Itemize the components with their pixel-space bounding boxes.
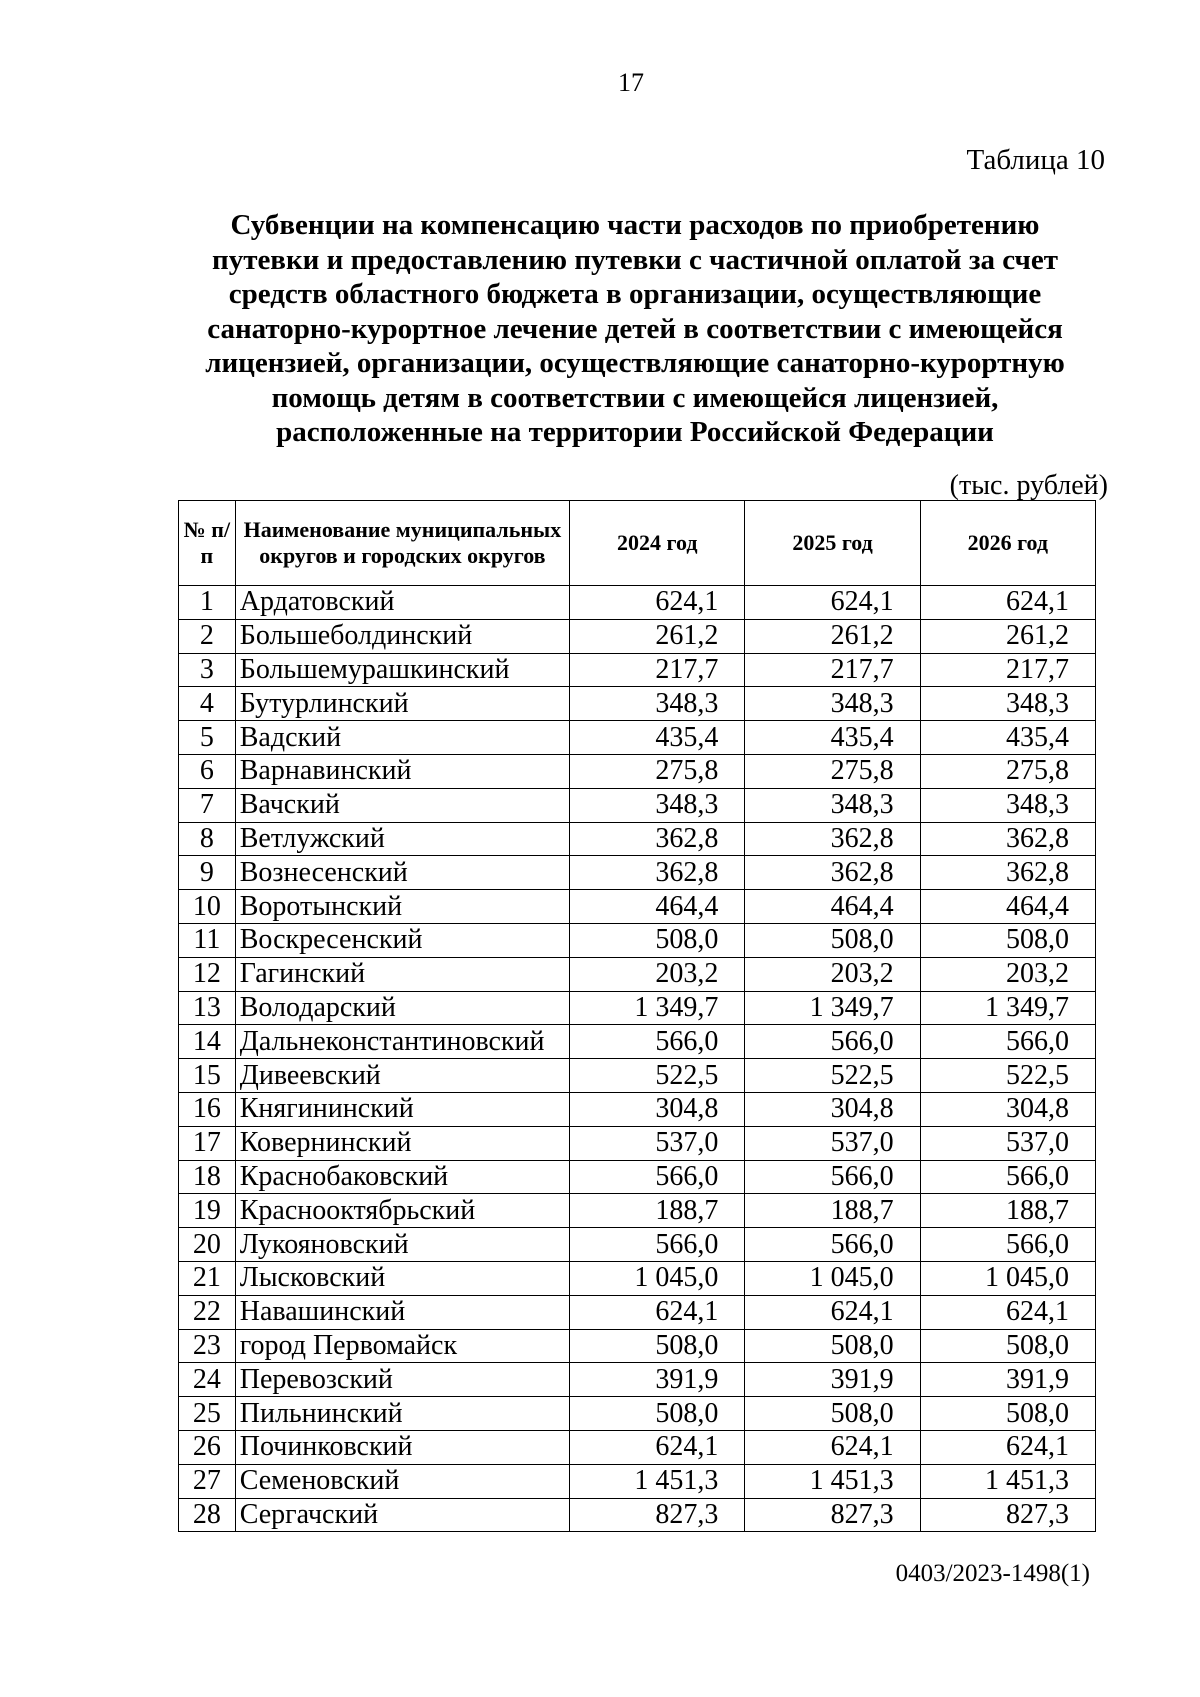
value-2025: 522,5 (745, 1059, 920, 1093)
value-2026: 1 349,7 (920, 991, 1095, 1025)
table-row (179, 653, 1096, 687)
header-name: Наименование муниципальных округов и городских округов (235, 501, 569, 586)
value-2024: 348,3 (570, 788, 745, 822)
value-2025: 217,7 (745, 653, 920, 687)
row-number: 21 (179, 1261, 236, 1295)
table-row (179, 1194, 1096, 1228)
row-number: 11 (179, 923, 236, 957)
row-number: 1 (179, 586, 236, 620)
value-2024: 188,7 (570, 1194, 745, 1228)
table-row (179, 957, 1096, 991)
table-row (179, 1059, 1096, 1093)
table-row (179, 1464, 1096, 1498)
value-2026: 203,2 (920, 957, 1095, 991)
row-number: 15 (179, 1059, 236, 1093)
district-name: Большеболдинский (235, 619, 569, 653)
value-2025: 624,1 (745, 586, 920, 620)
district-name: Сергачский (235, 1498, 569, 1532)
value-2025: 304,8 (745, 1092, 920, 1126)
value-2024: 203,2 (570, 957, 745, 991)
value-2025: 1 045,0 (745, 1261, 920, 1295)
value-2024: 508,0 (570, 1397, 745, 1431)
district-name: Вачский (235, 788, 569, 822)
value-2024: 1 045,0 (570, 1261, 745, 1295)
value-2026: 435,4 (920, 721, 1095, 755)
value-2026: 508,0 (920, 923, 1095, 957)
table-row (179, 754, 1096, 788)
value-2024: 566,0 (570, 1025, 745, 1059)
row-number: 3 (179, 653, 236, 687)
value-2025: 1 451,3 (745, 1464, 920, 1498)
row-number: 20 (179, 1228, 236, 1262)
table-row (179, 1228, 1096, 1262)
value-2024: 304,8 (570, 1092, 745, 1126)
district-name: Вадский (235, 721, 569, 755)
row-number: 12 (179, 957, 236, 991)
value-2026: 217,7 (920, 653, 1095, 687)
value-2026: 362,8 (920, 822, 1095, 856)
table-row (179, 923, 1096, 957)
district-name: Большемурашкинский (235, 653, 569, 687)
value-2025: 391,9 (745, 1363, 920, 1397)
value-2025: 566,0 (745, 1228, 920, 1262)
row-number: 23 (179, 1329, 236, 1363)
value-2026: 522,5 (920, 1059, 1095, 1093)
district-name: Навашинский (235, 1295, 569, 1329)
district-name: Дальнеконстантиновский (235, 1025, 569, 1059)
value-2024: 537,0 (570, 1126, 745, 1160)
district-name: Княгининский (235, 1092, 569, 1126)
value-2025: 348,3 (745, 687, 920, 721)
district-name: Дивеевский (235, 1059, 569, 1093)
value-2026: 348,3 (920, 687, 1095, 721)
table-row (179, 1092, 1096, 1126)
value-2026: 624,1 (920, 586, 1095, 620)
value-2024: 508,0 (570, 1329, 745, 1363)
value-2026: 304,8 (920, 1092, 1095, 1126)
table-row (179, 1363, 1096, 1397)
district-name: Варнавинский (235, 754, 569, 788)
row-number: 24 (179, 1363, 236, 1397)
district-name: Пильнинский (235, 1397, 569, 1431)
value-2025: 203,2 (745, 957, 920, 991)
table-row (179, 1261, 1096, 1295)
district-name: Ковернинский (235, 1126, 569, 1160)
value-2026: 624,1 (920, 1295, 1095, 1329)
value-2026: 624,1 (920, 1430, 1095, 1464)
document-code: 0403/2023-1498(1) (895, 1560, 1090, 1587)
row-number: 5 (179, 721, 236, 755)
value-2026: 508,0 (920, 1397, 1095, 1431)
value-2024: 435,4 (570, 721, 745, 755)
district-name: Бутурлинский (235, 687, 569, 721)
value-2025: 188,7 (745, 1194, 920, 1228)
table-row (179, 1160, 1096, 1194)
value-2025: 624,1 (745, 1295, 920, 1329)
value-2025: 362,8 (745, 822, 920, 856)
value-2024: 464,4 (570, 890, 745, 924)
row-number: 8 (179, 822, 236, 856)
district-name: Воскресенский (235, 923, 569, 957)
value-2026: 566,0 (920, 1228, 1095, 1262)
district-name: город Первомайск (235, 1329, 569, 1363)
table-row (179, 1126, 1096, 1160)
table-body (179, 586, 1096, 1532)
value-2024: 508,0 (570, 923, 745, 957)
district-name: Краснооктябрьский (235, 1194, 569, 1228)
value-2024: 362,8 (570, 822, 745, 856)
table-row (179, 586, 1096, 620)
table-row (179, 1498, 1096, 1532)
district-name: Володарский (235, 991, 569, 1025)
table-row (179, 890, 1096, 924)
table-row (179, 991, 1096, 1025)
value-2025: 1 349,7 (745, 991, 920, 1025)
value-2025: 508,0 (745, 1329, 920, 1363)
value-2025: 435,4 (745, 721, 920, 755)
value-2026: 566,0 (920, 1160, 1095, 1194)
value-2025: 827,3 (745, 1498, 920, 1532)
value-2026: 188,7 (920, 1194, 1095, 1228)
row-number: 6 (179, 754, 236, 788)
value-2025: 566,0 (745, 1025, 920, 1059)
row-number: 19 (179, 1194, 236, 1228)
value-2025: 566,0 (745, 1160, 920, 1194)
table-row (179, 1329, 1096, 1363)
table-row (179, 1397, 1096, 1431)
value-2024: 827,3 (570, 1498, 745, 1532)
district-name: Ардатовский (235, 586, 569, 620)
row-number: 27 (179, 1464, 236, 1498)
subsidy-table (178, 500, 1096, 1532)
value-2024: 217,7 (570, 653, 745, 687)
unit-note: (тыс. рублей) (949, 470, 1108, 501)
value-2025: 348,3 (745, 788, 920, 822)
district-name: Починковский (235, 1430, 569, 1464)
row-number: 10 (179, 890, 236, 924)
value-2026: 1 451,3 (920, 1464, 1095, 1498)
value-2026: 261,2 (920, 619, 1095, 653)
row-number: 25 (179, 1397, 236, 1431)
value-2026: 348,3 (920, 788, 1095, 822)
row-number: 13 (179, 991, 236, 1025)
row-number: 9 (179, 856, 236, 890)
value-2026: 537,0 (920, 1126, 1095, 1160)
district-name: Вознесенский (235, 856, 569, 890)
value-2024: 566,0 (570, 1228, 745, 1262)
value-2026: 391,9 (920, 1363, 1095, 1397)
table-row (179, 687, 1096, 721)
table-header (179, 501, 1096, 586)
value-2024: 391,9 (570, 1363, 745, 1397)
header-row (179, 501, 1096, 586)
header-2024: 2024 год (570, 501, 745, 586)
value-2024: 566,0 (570, 1160, 745, 1194)
document-title: Субвенции на компенсацию части расходов по приобретению путевки и предоставлению путевки с частичной оплатой за счет средств областного бюджета в организации, осуществляющие санаторно-курортное лечение детей в соответствии с имеющейся лицензией, организации, осуществляющие санаторно-курортную помощь детям в соответствии с имеющейся лицензией, расположенные на территории Российской Федерации (205, 209, 1065, 448)
value-2025: 508,0 (745, 923, 920, 957)
district-name: Лысковский (235, 1261, 569, 1295)
row-number: 4 (179, 687, 236, 721)
value-2025: 464,4 (745, 890, 920, 924)
value-2026: 275,8 (920, 754, 1095, 788)
value-2026: 1 045,0 (920, 1261, 1095, 1295)
table-row (179, 1295, 1096, 1329)
row-number: 2 (179, 619, 236, 653)
value-2026: 362,8 (920, 856, 1095, 890)
table-row (179, 619, 1096, 653)
district-name: Краснобаковский (235, 1160, 569, 1194)
value-2025: 261,2 (745, 619, 920, 653)
table-row (179, 1025, 1096, 1059)
value-2025: 275,8 (745, 754, 920, 788)
value-2024: 261,2 (570, 619, 745, 653)
district-name: Лукояновский (235, 1228, 569, 1262)
value-2025: 624,1 (745, 1430, 920, 1464)
district-name: Воротынский (235, 890, 569, 924)
table-label: Таблица 10 (966, 144, 1105, 176)
value-2024: 362,8 (570, 856, 745, 890)
table-row (179, 788, 1096, 822)
value-2024: 624,1 (570, 1295, 745, 1329)
district-name: Ветлужский (235, 822, 569, 856)
row-number: 28 (179, 1498, 236, 1532)
value-2025: 537,0 (745, 1126, 920, 1160)
value-2024: 348,3 (570, 687, 745, 721)
value-2024: 1 349,7 (570, 991, 745, 1025)
value-2024: 275,8 (570, 754, 745, 788)
value-2024: 624,1 (570, 586, 745, 620)
table-row (179, 1430, 1096, 1464)
district-name: Гагинский (235, 957, 569, 991)
row-number: 26 (179, 1430, 236, 1464)
value-2024: 624,1 (570, 1430, 745, 1464)
value-2024: 522,5 (570, 1059, 745, 1093)
header-2025: 2025 год (745, 501, 920, 586)
row-number: 17 (179, 1126, 236, 1160)
value-2025: 362,8 (745, 856, 920, 890)
row-number: 14 (179, 1025, 236, 1059)
page-number: 17 (618, 68, 644, 97)
table-row (179, 721, 1096, 755)
value-2026: 508,0 (920, 1329, 1095, 1363)
row-number: 7 (179, 788, 236, 822)
value-2026: 827,3 (920, 1498, 1095, 1532)
district-name: Перевозский (235, 1363, 569, 1397)
value-2026: 566,0 (920, 1025, 1095, 1059)
table-row (179, 822, 1096, 856)
value-2024: 1 451,3 (570, 1464, 745, 1498)
table-row (179, 856, 1096, 890)
row-number: 22 (179, 1295, 236, 1329)
header-num: № п/п (179, 501, 236, 586)
row-number: 16 (179, 1092, 236, 1126)
header-2026: 2026 год (920, 501, 1095, 586)
value-2025: 508,0 (745, 1397, 920, 1431)
value-2026: 464,4 (920, 890, 1095, 924)
row-number: 18 (179, 1160, 236, 1194)
district-name: Семеновский (235, 1464, 569, 1498)
